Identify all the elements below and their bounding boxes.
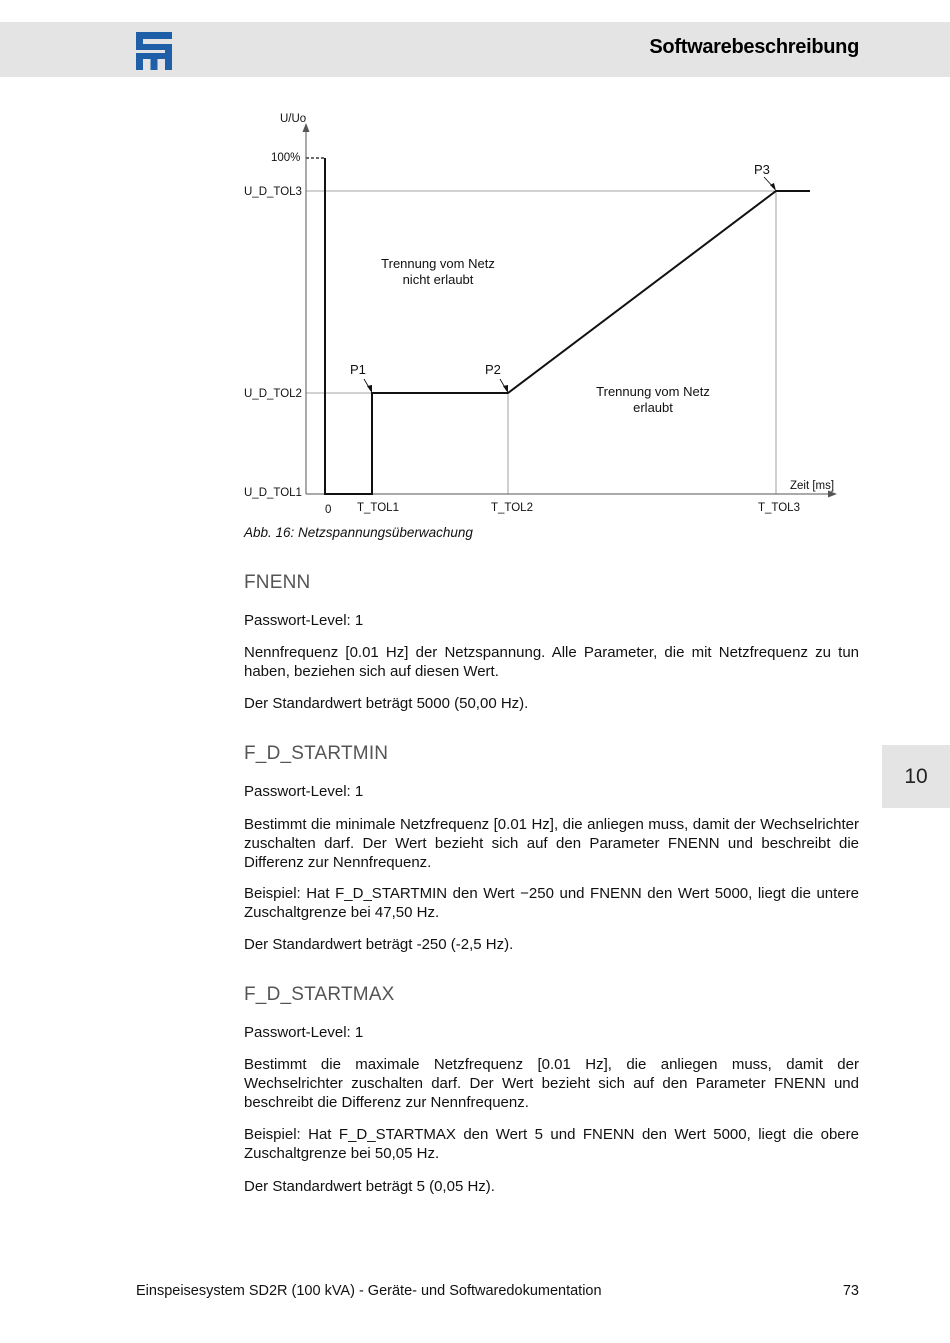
- region-not-allowed-line1: Trennung vom Netz: [381, 256, 495, 271]
- figure-caption: Abb. 16: Netzspannungsüberwachung: [244, 525, 473, 540]
- paragraph: Bestimmt die minimale Netzfrequenz [0.01 Hz], die anliegen muss, damit der Wechselrichter zuschalten darf. Der Wert bezieht sich auf den Parameter FNENN und beschreibt die Differenz zur Nennfrequenz.: [244, 816, 859, 871]
- section-fnenn: [244, 572, 859, 594]
- section-f-d-startmin: [244, 743, 859, 765]
- paragraph: Der Standardwert beträgt 5 (0,05 Hz).: [244, 1178, 495, 1195]
- y-axis-label: U/Uo: [280, 113, 307, 125]
- x-tick-t-tol1: T_TOL1: [357, 502, 399, 514]
- point-label-p3: P3: [754, 162, 770, 177]
- region-allowed-line2: erlaubt: [633, 400, 673, 415]
- point-label-p2: P2: [485, 362, 501, 377]
- footer-page-number: 73: [842, 1283, 859, 1299]
- voltage-monitoring-diagram: [244, 108, 844, 520]
- y-tick-u-d-tol2: U_D_TOL2: [244, 388, 302, 400]
- footer-document-title: Einspeisesystem SD2R (100 kVA) - Geräte- und Softwaredokumentation: [136, 1283, 602, 1299]
- paragraph: Beispiel: Hat F_D_STARTMAX den Wert 5 und FNENN den Wert 5000, liegt die obere Zuschaltgrenze bei 50,05 Hz.: [244, 1126, 859, 1162]
- y-tick-u-d-tol3: U_D_TOL3: [244, 186, 302, 198]
- x-tick-t-tol2: T_TOL2: [491, 502, 533, 514]
- paragraph: Nennfrequenz [0.01 Hz] der Netzspannung. Alle Parameter, die mit Netzfrequenz zu tun haben, beziehen sich auf diesen Wert.: [244, 644, 859, 680]
- company-logo-icon: [136, 32, 172, 70]
- section-heading: FNENN: [244, 572, 311, 593]
- paragraph: Passwort-Level: 1: [244, 783, 364, 800]
- region-allowed-line1: Trennung vom Netz: [596, 384, 710, 399]
- paragraph: Der Standardwert beträgt 5000 (50,00 Hz).: [244, 695, 529, 712]
- page-header-title: Softwarebeschreibung: [649, 36, 859, 58]
- voltage-characteristic-curve: [325, 158, 810, 494]
- y-tick-u-d-tol1: U_D_TOL1: [244, 487, 302, 499]
- paragraph: Passwort-Level: 1: [244, 612, 364, 629]
- point-label-p1: P1: [350, 362, 366, 377]
- paragraph: Bestimmt die maximale Netzfrequenz [0.01 Hz], die anliegen muss, damit der Wechselrichter zuschalten darf. Der Wert bezieht sich auf den Parameter FNENN und beschreibt die Differenz zur Nennfrequenz.: [244, 1056, 859, 1111]
- paragraph: Beispiel: Hat F_D_STARTMIN den Wert −250 und FNENN den Wert 5000, liegt die untere Zuschaltgrenze bei 47,50 Hz.: [244, 885, 859, 921]
- x-axis-label: Zeit [ms]: [790, 480, 835, 492]
- paragraph: Der Standardwert beträgt -250 (-2,5 Hz).: [244, 936, 514, 953]
- section-heading: F_D_STARTMAX: [244, 984, 395, 1005]
- section-f-d-startmax: [244, 984, 859, 1006]
- x-tick-t-tol3: T_TOL3: [758, 502, 800, 514]
- y-tick-100-percent: 100%: [271, 152, 301, 164]
- section-heading: F_D_STARTMIN: [244, 743, 389, 764]
- paragraph: Passwort-Level: 1: [244, 1024, 364, 1041]
- chapter-tab: 10: [882, 745, 950, 808]
- x-tick-zero: 0: [325, 504, 332, 516]
- region-not-allowed-line2: nicht erlaubt: [402, 272, 474, 287]
